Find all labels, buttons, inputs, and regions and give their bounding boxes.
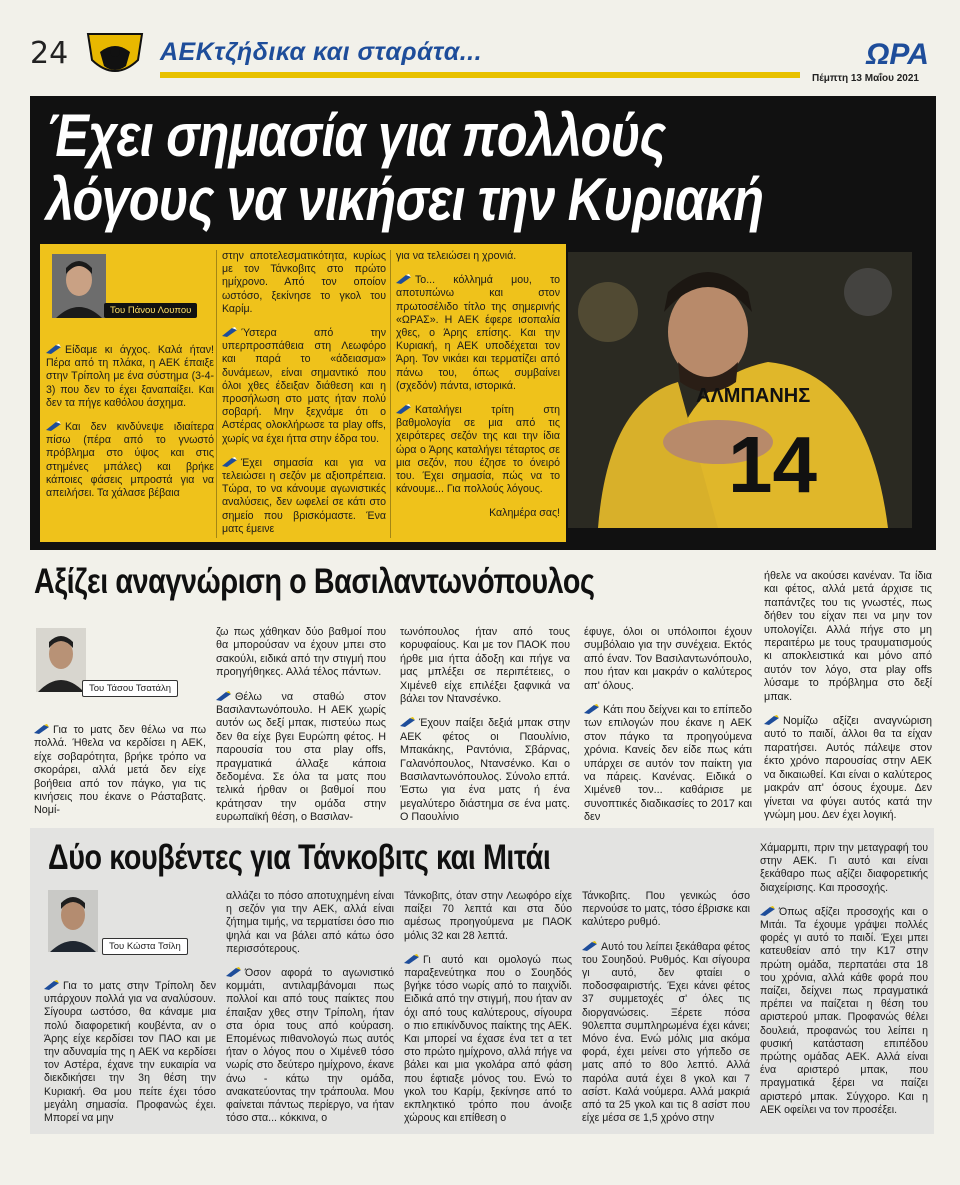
paragraph: Είδαμε κι άγχος. Καλά ήταν! Πέρα από τη πλάκα, η ΑΕΚ έπαιξε στην Τρίπολη με ένα σύστημα (3-4-3) που δεν το έχει ξαναπαίξει. Και δεν τα πήγε καθόλου άσχημα. xyxy=(46,344,214,409)
paragraph: στην αποτελεσματικότητα, κυρίως με τον Τάνκοβιτς στο πρώτο ημίχρονο. Από τον οποίον ωστόσο, ξεκίνησε το γκολ του Καρίμ. xyxy=(222,250,386,315)
pen-bullet-icon xyxy=(400,717,416,727)
article-3-col-3 xyxy=(404,890,572,1136)
author-byline: Του Κώστα Τσίλη xyxy=(102,938,188,955)
paragraph: Καταλήγει τρίτη στη βαθμολογία σε μια από τις χειρότερες σεζόν της και την ίδια ώρα ο Άρης καταλήγει τέταρτος σε μια σεζόν, που έζησε το όνειρό του. Έχει σημασία, πώς να το κάνουμε... Για πολλούς λόγους. xyxy=(396,404,560,496)
pen-bullet-icon xyxy=(222,457,238,467)
pen-bullet-icon xyxy=(222,327,238,337)
author-photo xyxy=(52,254,106,318)
paragraph: τωνόπουλος ήταν από τους κορυφαίους. Και με τον ΠΑΟΚ που ήρθε μια ήττα άδοξη και πήγε να μας μπλέξει σε περιπέτειες, ο Χιμένεθ είχε επιλέξει ξαφνικά να βάλει τον Ντανσένκο. xyxy=(400,626,570,706)
paragraph: Έχει σημασία και για να τελειώσει η σεζόν με αξιοπρέπεια. Τώρα, το να κάνουμε αγωνιστικές αναλύσεις, δεν ωφελεί σε κάτι στο σημείο που βρισκόμαστε. Ένα ματς έμεινε xyxy=(222,456,386,535)
article-main-col-3 xyxy=(396,250,560,532)
headline-line-2: λόγους να νικήσει την Κυριακή xyxy=(46,166,764,233)
paragraph: Τάνκοβιτς, όταν στην Λεωφόρο είχε παίξει 70 λεπτά και στα δύο αμέσως προηγούμενα με ΠΑΟΚ μόλις 32 και 28 λεπτά. xyxy=(404,890,572,942)
article-photo xyxy=(568,252,912,528)
author-photo xyxy=(48,890,98,952)
article-main-headline xyxy=(46,104,777,232)
paragraph: Όσον αφορά το αγωνιστικό κομμάτι, αντιλαμβάνομαι πως πολλοί και από τους παίκτες που έπαιξαν χθες στην Τρίπολη, ήταν στα όρια τους από κούραση. Επομένως πιθανολογώ πως αυτός ήταν ο λόγος που ο Χιμένεθ τόσο νωρίς στο δεύτερο ημίχρονο, έκανε άνω - κάτω την ομάδα, ανακατεύοντας την τράπουλα. Μου φαίνεται πάντως περίεργο, να ήταν τόσο στα... κόκκινα, ο xyxy=(226,967,394,1125)
paragraph: Κάτι που δείχνει και το επίπεδο των επιλογών που έκανε η ΑΕΚ στον πάγκο τα προηγούμενα χρόνια. Κανείς δεν είδε πως κάτι υπάρχει σε αυτόν τον παίκτη για να πάρεις. Κανένας. Ειδικά ο Χιμένεθ τον... καθάρισε με συνοπτικές διαδικασίες το 2017 και δεν xyxy=(584,704,752,824)
pen-bullet-icon xyxy=(34,724,50,734)
jersey-number: 14 xyxy=(728,420,817,509)
paragraph: Γι αυτό και ομολογώ πως παραξενεύτηκα που ο Σουηδός βγήκε τόσο νωρίς από το παιχνίδι. Ειδικά από την στιγμή, που ήταν αν όχι από τους καλύτερους, σίγουρα ο πιο επικίνδυνος παίκτης της ΑΕΚ. Και μπορεί να έχασε ένα τετ α τετ στο πρώτο ημίχρονο, αλλά πήγε να βάλει και μια γκολάρα από φάση που έφτιαξε μόνος του. Ενώ το γκολ του Καρίμ, ξεκίνησε από το εκπληκτικό τρόπο που άνοιξε χώρους και επίθεση ο xyxy=(404,953,572,1125)
paragraph: Για το ματς δεν θέλω να πω πολλά. Ήθελα να κερδίσει η ΑΕΚ, είχε σοβαρότητα, βρήκε τρόπο να σκοράρει, αλλά μετά δεν είχε βοήθεια από τον πάγκο, για τις κινήσεις που έκανε ο Ράσταβατς. Νομί- xyxy=(34,724,206,817)
section-title: ΑΕΚτζήδικα και σταράτα... xyxy=(160,38,483,66)
issue-date: Πέμπτη 13 Μαΐου 2021 xyxy=(812,73,919,84)
aek-logo xyxy=(82,30,148,82)
author-byline: Του Πάνου Λουπου xyxy=(104,303,197,318)
article-2-col-4 xyxy=(584,626,752,836)
article-2-col-1 xyxy=(34,724,206,829)
article-main-col-2 xyxy=(222,250,386,547)
article-3-col-5 xyxy=(760,842,928,1128)
article-2-col-5 xyxy=(764,570,932,833)
paragraph: Για το ματς στην Τρίπολη δεν υπάρχουν πολλά για να αναλύσουν. Σίγουρα ωστόσο, θα κάναμε μια πολύ διαφορετική κουβέντα, αν ο Άρης είχε κερδίσει τον ΠΑΟ και με την αδυναμία της η ΑΕΚ να κερδίσει τον Αστέρα, έχανε την ευκαιρία να διεκδικήσει την 3η θέση την Κυριακή. Θα μου πείτε έχει τόσο μεγάλη σημασία. Προφανώς έχει. Μπορεί να μην xyxy=(44,980,216,1125)
paragraph: Θέλω να σταθώ στον Βασιλαντωνόπουλο. Η ΑΕΚ χωρίς αυτόν ως δεξί μπακ, πιστεύω πως δεν θα είχε βγει Ευρώπη φέτος. Η παρουσία του στα play offs, πραγματικά άλλαξε κάποια δεδομένα. Σε όλα τα ματς που τελικά ήρθαν οι βαθμοί που κράτησαν την ομάδα στην ευρωπαϊκή θέση, ο Βασιλαν- xyxy=(216,690,386,824)
paragraph: Αυτό του λείπει ξεκάθαρα φέτος του Σουηδού. Ρυθμός. Και σίγουρα γι αυτό, δεν φταίει ο ποδοσφαιριστής. Έχει κάνει φέτος 37 συμμετοχές σ' όλες τις διοργανώσεις. Ξέρετε πόσα 90λεπτα συμπληρωμένα έχει κάνει; Μόνο ένα. Ενώ μόλις μια ακόμα φορά, έχει μείνει στο γήπεδο σε ματς από το 80ο λεπτό. Αλλά παρόλα αυτά έχει 8 γκολ και 7 ασίστ. Καλά νούμερα. Αλλά μακριά από τα 25 γκολ και τις 8 ασίστ που είχε μέσα σε 1,5 χρόνο στην xyxy=(582,940,750,1125)
jersey-name: ΑΛΜΠΑΝΗΣ xyxy=(696,385,811,407)
paragraph: Όπως αξίζει προσοχής και ο Μιτάι. Τα έχουμε γράψει πολλές φορές γι αυτό το παιδί. Έχει μπει κατευθείαν από την Κ17 στην πρώτη ομάδα, περπατάει στα 18 του χρόνια, αλλά κάθε φορά που παίζει, δείχνει πως πραγματικά πρέπει να παίζεται η θέση του αριστερού μπακ. Προφανώς θέλει δουλειά, προφανώς του λείπει η φυσική κατάσταση επιπέδου πρώτης ομάδας ΑΕΚ. Αλλά είναι ένα αριστερό μπακ, που πραγματικά ξέρει να παίζει αριστερό μπακ. Σύγχορο. Και η ΑΕΚ οφείλει να τον προσέξει. xyxy=(760,905,928,1116)
paragraph: Και δεν κινδύνεψε ιδιαίτερα πίσω (πέρα από το γνωστό πρόβλημα στο ύψος και στις στημένες μπάλες) και βρήκε κάποιες φάσεις μπροστά για να απειλήσει. Τα χάλασε βέβαια xyxy=(46,421,214,500)
paragraph: Έχουν παίξει δεξιά μπακ στην ΑΕΚ φέτος οι Παουλίνιο, Μπακάκης, Ραντόνια, Σβάρνας, Γαλανόπουλος, Ντανσένκο. Και ο Βασιλαντωνόπουλος. Σύνολο επτά. Έστω για ένα ματς ή ένα μεγαλύτερο διάστημα σε ένα ματς. Ο Παουλίνιο xyxy=(400,717,570,824)
author-photo xyxy=(36,628,86,692)
header-rule xyxy=(160,72,800,78)
pen-bullet-icon xyxy=(764,715,780,725)
paragraph: Νομίζω αξίζει αναγνώριση αυτό το παιδί, άλλοι θα τα είχαν παρατήσει. Αυτός πάλεψε στον έκτο χρόνο παρουσίας στην ΑΕΚ να δικαιωθεί. Και είναι ο καλύτερος μακράν απ' όσους έχουμε. Δεν γίνεται να φύγει αυτός κατά την γνώμη μου. Δεν έχει λογική. xyxy=(764,715,932,821)
pen-bullet-icon xyxy=(760,906,776,916)
pen-bullet-icon xyxy=(44,980,60,990)
paragraph: αλλάζει το πόσο αποτυχημένη είναι η σεζόν για την ΑΕΚ, αλλά είναι ζήτημα τιμής, να τερματίσει όσο πιο ψηλά και να βάλει από κάτω όσο περισσότερους. xyxy=(226,890,394,955)
paragraph: ήθελε να ακούσει κανέναν. Τα ίδια και φέτος, αλλά μετά άρχισε τις παπάντζες του τις γνωστές, πως δήθεν του είχαν πει να μην τον υπολογίζει. Αλλά πήγε στο μη περαιτέρω με τους τραυματισμούς κι αποκλειστικά και μόνο από αυτόν τον λόγο, στα play offs λύσαμε το πρόβλημα στο δεξί μπακ. xyxy=(764,570,932,703)
article-3-headline: Δύο κουβέντες για Τάνκοβιτς και Μιτάι xyxy=(48,838,551,877)
headline-line-1: Έχει σημασία για πολλούς xyxy=(46,102,666,169)
article-2-headline: Αξίζει αναγνώριση ο Βασιλαντωνόπουλος xyxy=(34,562,595,601)
article-2-col-2 xyxy=(216,626,386,836)
paragraph: Το... κόλλημά μου, το αποτυπώνω και στον πρωτοσέλιδο τίτλο της σημερινής «ΩΡΑΣ». Η ΑΕΚ έφερε ισοπαλία χθες, ο Άρης επίσης. Και την Κυριακή, η ΑΕΚ υποδέχεται τον Άρη. Τον νικάει και τερματίζει από πάνω του, όπως συμβαίνει (σχεδόν) πάντα, ιστορικά. xyxy=(396,274,560,392)
article-3-col-4 xyxy=(582,890,750,1136)
paragraph: για να τελειώσει η χρονιά. xyxy=(396,250,517,262)
article-3-col-2 xyxy=(226,890,394,1136)
pen-bullet-icon xyxy=(404,954,420,964)
pen-bullet-icon xyxy=(46,344,62,354)
pen-bullet-icon xyxy=(46,421,62,431)
signoff: Καλημέρα σας! xyxy=(489,507,560,520)
pen-bullet-icon xyxy=(396,404,412,414)
paragraph: Τάνκοβιτς. Που γενικώς όσο περνούσε το ματς, τόσο έβρισκε και καλύτερο ρυθμό. xyxy=(582,890,750,929)
pen-bullet-icon xyxy=(582,941,598,951)
paragraph: έφυγε, όλοι οι υπόλοιποι έχουν συμβόλαιο για την συνέχεια. Εκτός από έναν. Τον Βασιλαντωνόπουλο, που ήταν και μακράν ο καλύτερος απ' όλους. xyxy=(584,626,752,692)
column-divider xyxy=(216,250,217,538)
paragraph: ζω πως χάθηκαν δύο βαθμοί που θα μπορούσαν να έχουν μπει στο σακούλι, ειδικά από την στιγμή που προηγήθηκες. Αλλά τέλος πάντων. xyxy=(216,626,386,679)
article-2-col-3 xyxy=(400,626,570,836)
pen-bullet-icon xyxy=(216,691,232,701)
pen-bullet-icon xyxy=(396,274,412,284)
column-divider xyxy=(390,250,391,538)
newspaper-brand: ΩΡΑ xyxy=(866,38,929,71)
paragraph: Χάμαρμπι, πριν την μεταγραφή του στην ΑΕΚ. Γι αυτό και είναι ξεκάθαρο πως αξίζει διαφορετικής διαχείρισης. Και προσοχής. xyxy=(760,842,928,894)
article-main-col-1 xyxy=(46,344,214,511)
pen-bullet-icon xyxy=(226,967,242,977)
article-3-col-1 xyxy=(44,980,216,1136)
page-number: 24 xyxy=(30,36,69,71)
paragraph: Ύστερα από την υπερπροσπάθεια στη Λεωφόρο και παρά το «άδειασμα» δυνάμεων, είναι σημαντικό που όλοι χθες έδειξαν διάθεση και η προσήλωση στο ματς ήταν πολύ σοβαρή. Μην ξεχνάμε ότι ο Αστέρας ολοκλήρωσε τα play offs, χωρίς να έχει ήττα στην έδρα του. xyxy=(222,327,386,445)
author-byline: Του Τάσου Τσατάλη xyxy=(82,680,178,697)
pen-bullet-icon xyxy=(584,704,600,714)
